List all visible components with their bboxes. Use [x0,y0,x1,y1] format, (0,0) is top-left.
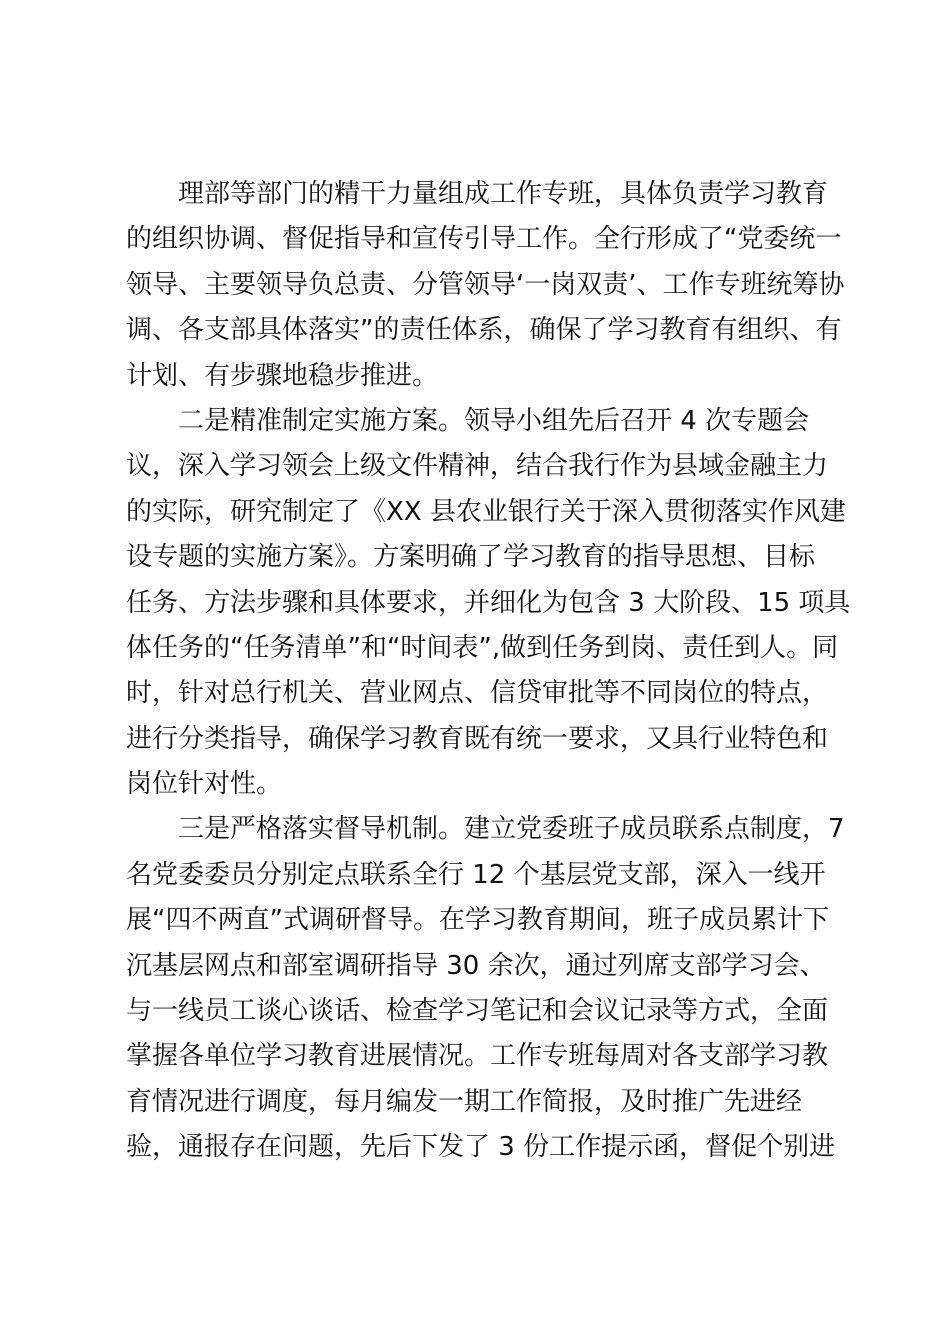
text-line: 进行分类指导，确保学习教育既有统一要求，又具行业特色和 [126,723,829,754]
text-line: 沉基层网点和部室调研指导 30 余次，通过列席支部学习会、 [126,950,826,981]
text-line: 体任务的“任务清单”和“时间表”,做到任务到岗、责任到人。同 [126,632,839,663]
text-line: 名党委委员分别定点联系全行 12 个基层党支部，深入一线开 [126,859,826,890]
text-line: 三是严格落实督导机制。建立党委班子成员联系点制度，7 [178,814,845,845]
text-line: 二是精准制定实施方案。领导小组先后召开 4 次专题会 [178,405,810,436]
text-line: 育情况进行调度，每月编发一期工作简报，及时推广先进经 [126,1086,803,1117]
text-line: 岗位针对性。 [126,769,283,800]
text-line: 调、各支部具体落实”的责任体系，确保了学习教育有组织、有 [126,315,842,346]
text-line: 任务、方法步骤和具体要求，并细化为包含 3 大阶段、15 项具 [126,587,851,618]
text-line: 的组织协调、督促指导和宣传引导工作。全行形成了“党委统一 [126,224,842,255]
text-line: 议，深入学习领会上级文件精神，结合我行作为县域金融主力 [126,451,829,482]
text-line: 的实际，研究制定了《XX 县农业银行关于深入贯彻落实作风建 [126,496,846,527]
text-line: 掌握各单位学习教育进展情况。工作专班每周对各支部学习教 [126,1041,829,1072]
text-line: 展“四不两直”式调研督导。在学习教育期间，班子成员累计下 [126,905,829,936]
text-line: 时，针对总行机关、营业网点、信贷审批等不同岗位的特点， [126,678,829,709]
text-line: 计划、有步骤地稳步推进。 [126,360,439,391]
text-line: 设专题的实施方案》。方案明确了学习教育的指导思想、目标 [126,542,816,573]
text-line: 验，通报存在问题，先后下发了 3 份工作提示函，督促个别进 [126,1132,836,1163]
text-line: 理部等部门的精干力量组成工作专班，具体负责学习教育 [178,179,829,209]
document-body [126,172,851,1171]
text-line: 与一线员工谈心谈话、检查学习笔记和会议记录等方式，全面 [126,996,829,1027]
text-line: 领导、主要领导负总责、分管领导‘一岗双责’、工作专班统筹协 [126,269,845,300]
